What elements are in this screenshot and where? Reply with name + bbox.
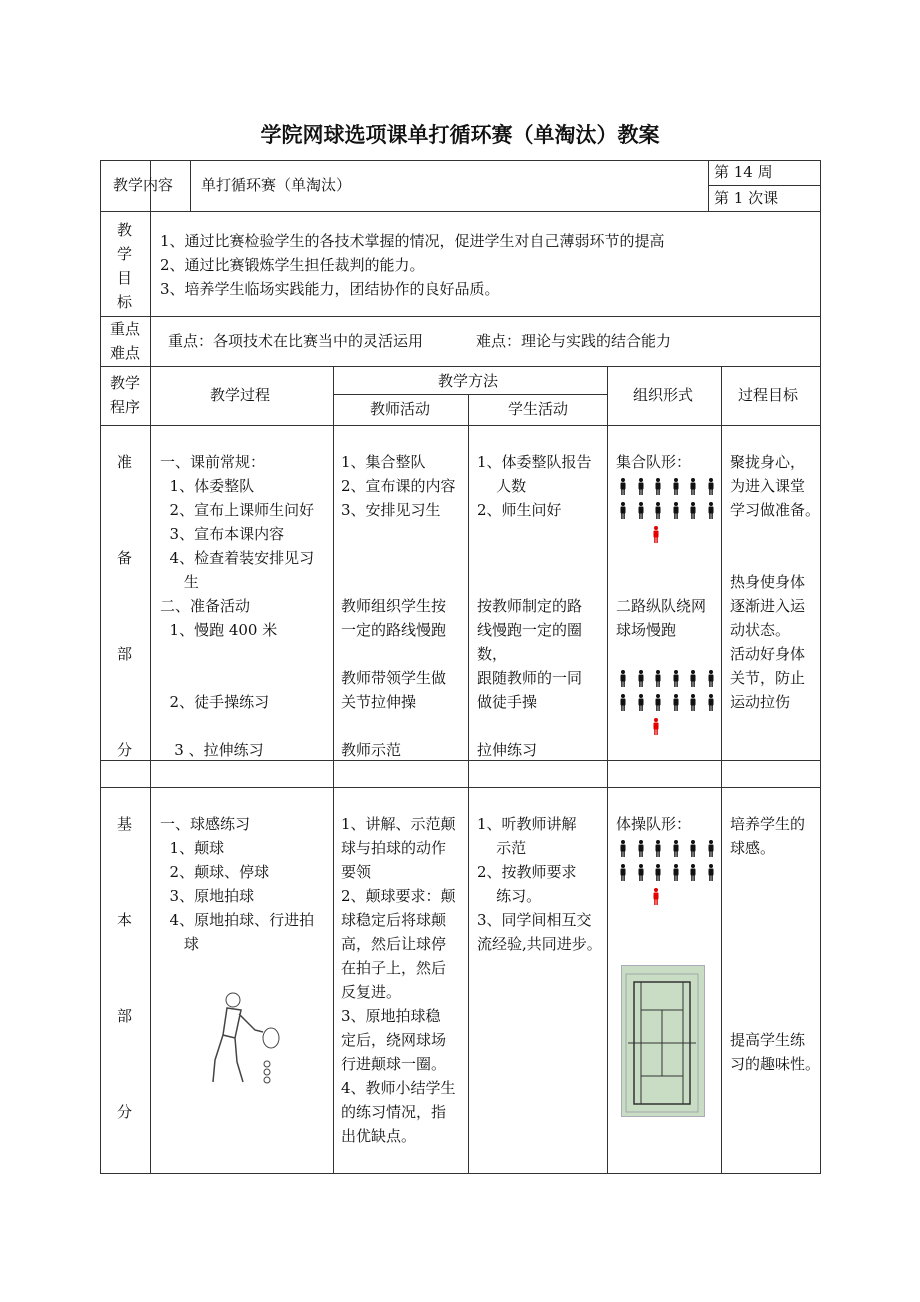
text-line: 2、颠球、停球 [160,863,270,881]
text-line [477,714,592,738]
text-line: 1、讲解、示范颠 [341,815,456,833]
tennis-court-diagram [621,965,705,1117]
org-text-line: 球场慢跑 [616,621,677,639]
text-line: 3、安排见习生 [341,501,441,519]
text-line [160,666,314,690]
text-line: 人数 [477,477,527,495]
text-line: 定后，绕网球场 [341,1031,447,1049]
method-header: 教学方法 [438,372,499,390]
table-line [100,787,820,788]
text-line: 聚拢身心， [730,453,806,471]
text-line: 4、教师小结学生 [341,1079,456,1097]
student-figure-icon [689,669,707,687]
teacher-activity-header: 教师活动 [370,400,431,418]
text-line: 二、准备活动 [160,597,251,615]
document-title: 学院网球选项课单打循环赛（单淘汰）教案 [260,122,660,147]
text-line [730,860,820,884]
section-label-char: 本 [117,911,133,929]
student-figure-icon [654,693,672,711]
text-line: 2、师生问好 [477,501,562,519]
text-line: 一定的路线慢跑 [341,621,447,639]
formation-label: 集合队形： [616,453,692,471]
text-line: 在拍子上，然后 [341,959,447,977]
text-line: 做徒手操 [477,693,538,711]
text-line: 4、检查着装安排见习 [160,549,315,567]
prep-teacher-activity [341,450,456,762]
text-line: 教师组织学生按 [341,597,447,615]
student-figure-icon [637,477,655,495]
text-line: 高，然后让球停 [341,935,447,953]
header-text: 程序 [110,398,141,416]
organization-header: 组织形式 [633,386,694,404]
text-line: 关节，防止 [730,669,806,687]
table-line [333,394,607,395]
student-figure-icon [619,477,637,495]
text-line: 1、慢跑 400 米 [160,621,278,639]
text-line: 学习做准备。 [730,501,821,519]
text-line [730,956,820,980]
process-header: 教学过程 [210,386,271,404]
text-line: 跟随教师的一同 [477,669,583,687]
student-figure-icon [637,501,655,519]
student-figure-icon [689,863,707,881]
table-line [190,160,191,211]
section-label-char: 分 [117,1103,133,1121]
student-figure-icon [707,693,725,711]
student-figure-icon [654,477,672,495]
prep-goal [730,450,820,714]
table-border [820,160,821,1174]
section-label-char: 分 [117,741,133,759]
formation-diagram [619,474,724,546]
text-line: 线慢跑一定的圈 [477,621,583,639]
formation-row [619,666,724,690]
student-figure-icon [637,693,655,711]
text-line: 行进颠球一圈。 [341,1055,447,1073]
text-line: 4、原地拍球、行进拍 [160,911,315,929]
text-line: 2、颠球要求：颠 [341,887,456,905]
formation-diagram [619,836,724,908]
student-figure-icon [672,669,690,687]
text-line: 3、同学间相互交 [477,911,592,929]
section-label-char: 部 [117,1007,133,1025]
text-line [730,1004,820,1028]
procedure-header [110,371,140,419]
student-figure-icon [619,863,637,881]
text-line: 流经验,共同进步。 [477,935,602,953]
text-line: 教师带领学生做 [341,669,447,687]
text-line: 提高学生练 [730,1031,806,1049]
student-figure-icon [637,669,655,687]
objectives-label [117,218,132,314]
text-line: 的练习情况，指 [341,1103,447,1121]
text-line [341,642,456,666]
content-value: 单打循环赛（单淘汰） [201,176,352,194]
text-line: 1、颠球 [160,839,225,857]
text-line: 活动好身体 [730,645,806,663]
teacher-figure-icon [619,522,724,546]
text-line: 练习。 [477,887,542,905]
student-figure-icon [654,839,672,857]
text-line [160,642,314,666]
text-line [341,570,456,594]
table-border [100,160,101,1174]
text-line [730,932,820,956]
student-figure-icon [707,863,725,881]
section-label-char: 部 [117,645,133,663]
basic-student-activity [477,812,602,956]
text-line: 2、宣布课的内容 [341,477,456,495]
basic-process [160,812,314,956]
student-figure-icon [672,477,690,495]
text-line: 1、听教师讲解 [477,815,577,833]
student-figure-icon [619,839,637,857]
student-figure-icon [689,693,707,711]
formation-row [619,860,724,884]
text-line [341,522,456,546]
text-line: 2、按教师要求 [477,863,577,881]
goal-header: 过程目标 [738,386,799,404]
objective-item: 2、通过比赛锻炼学生担任裁判的能力。 [160,256,425,274]
text-line: 3、原地拍球 [160,887,255,905]
table-line [100,425,820,426]
section-label-char: 备 [117,549,133,567]
text-line: 一、球感练习 [160,815,251,833]
text-line: 球 [160,935,199,953]
lesson-number: 第 1 次课 [714,189,779,207]
text-line: 1、体委整队报告 [477,453,592,471]
table-line [708,160,709,211]
text-line: 2、徒手操练习 [160,693,270,711]
teacher-figure-icon [619,714,724,738]
text-line: 3、宣布本课内容 [160,525,285,543]
text-line: 生 [160,573,199,591]
text-line: 3 、拉伸练习 [160,741,264,759]
key-point: 重点：各项技术在比赛当中的灵活运用 [168,332,424,350]
header-text: 教学 [110,374,141,392]
text-line: 运动拉伤 [730,693,791,711]
prep-student-activity [477,450,592,762]
student-figure-icon [654,501,672,519]
student-figure-icon [619,501,637,519]
student-figure-icon [672,839,690,857]
text-line: 球稳定后将球颠 [341,911,447,929]
text-line: 要领 [341,863,372,881]
student-figure-icon [689,839,707,857]
table-border [100,1173,820,1174]
text-line: 3、原地拍球稳 [341,1007,441,1025]
text-line: 球与拍球的动作 [341,839,447,857]
org-text-line: 二路纵队绕网 [616,597,707,615]
student-figure-icon [637,839,655,857]
text-line: 动状态。 [730,621,791,639]
formation-row [619,690,724,714]
text-line: 示范 [477,839,527,857]
text-line: 为进入课堂 [730,477,806,495]
section-label-char: 基 [117,815,133,833]
text-line [341,546,456,570]
text-line: 数， [477,645,508,663]
text-line [160,714,314,738]
text-line: 热身使身体 [730,573,806,591]
text-line: 关节拉伸操 [341,693,417,711]
text-line [477,546,592,570]
text-line [730,980,820,1004]
label-text: 难点 [110,344,141,362]
prep-process [160,450,314,762]
student-figure-icon [654,669,672,687]
label-char: 标 [117,293,133,311]
student-figure-icon [707,839,725,857]
text-line: 2、宣布上课师生问好 [160,501,315,519]
text-line: 拉伸练习 [477,741,538,759]
text-line [477,522,592,546]
text-line: 1、集合整队 [341,453,426,471]
label-char: 教 [117,221,133,239]
text-line [477,570,592,594]
text-line: 教师示范 [341,741,402,759]
formation-row [619,474,724,498]
text-line [730,522,820,546]
text-line [730,546,820,570]
tennis-player-illustration [205,990,285,1090]
week-number: 第 14 周 [714,163,773,181]
basic-teacher-activity [341,812,456,1148]
text-line: 反复进。 [341,983,402,1001]
table-line [150,160,151,1174]
student-figure-icon [619,669,637,687]
student-figure-icon [689,501,707,519]
table-line [100,366,820,367]
text-line: 球感。 [730,839,776,857]
text-line: 逐渐进入运 [730,597,806,615]
text-line: 培养学生的 [730,815,806,833]
student-figure-icon [707,669,725,687]
difficulty-point: 难点：理论与实践的结合能力 [476,332,672,350]
student-figure-icon [707,501,725,519]
student-figure-icon [672,693,690,711]
student-figure-icon [689,477,707,495]
text-line: 按教师制定的路 [477,597,583,615]
objective-item: 1、通过比赛检验学生的各技术掌握的情况，促进学生对自己薄弱环节的提高 [160,232,665,250]
student-activity-header: 学生活动 [508,400,569,418]
student-figure-icon [672,501,690,519]
student-figure-icon [619,693,637,711]
label-text: 重点 [110,320,141,338]
text-line [341,714,456,738]
table-line [607,366,608,1173]
objective-item: 3、培养学生临场实践能力，团结协作的良好品质。 [160,280,500,298]
text-line: 出优缺点。 [341,1127,417,1145]
content-label: 教学内容 [113,176,174,194]
student-figure-icon [672,863,690,881]
formation-row [619,836,724,860]
formation-row [619,498,724,522]
student-figure-icon [707,477,725,495]
formation-label: 体操队形： [616,815,692,833]
text-line [730,884,820,908]
prep-org-text [616,594,706,642]
key-points-label [110,317,140,365]
table-border [100,160,820,161]
basic-goal [730,812,820,1076]
label-char: 目 [117,269,133,287]
formation-diagram [619,666,724,738]
student-figure-icon [654,863,672,881]
table-line [468,394,469,1173]
text-line: 1、体委整队 [160,477,255,495]
text-line [730,908,820,932]
table-line [100,316,820,317]
table-line [100,211,820,212]
student-figure-icon [637,863,655,881]
label-char: 学 [117,245,133,263]
objectives-list [160,229,665,301]
text-line: 习的趣味性。 [730,1055,821,1073]
text-line: 一、课前常规： [160,453,266,471]
table-line [333,366,334,1173]
teacher-figure-icon [619,884,724,908]
section-label-char: 准 [117,453,133,471]
